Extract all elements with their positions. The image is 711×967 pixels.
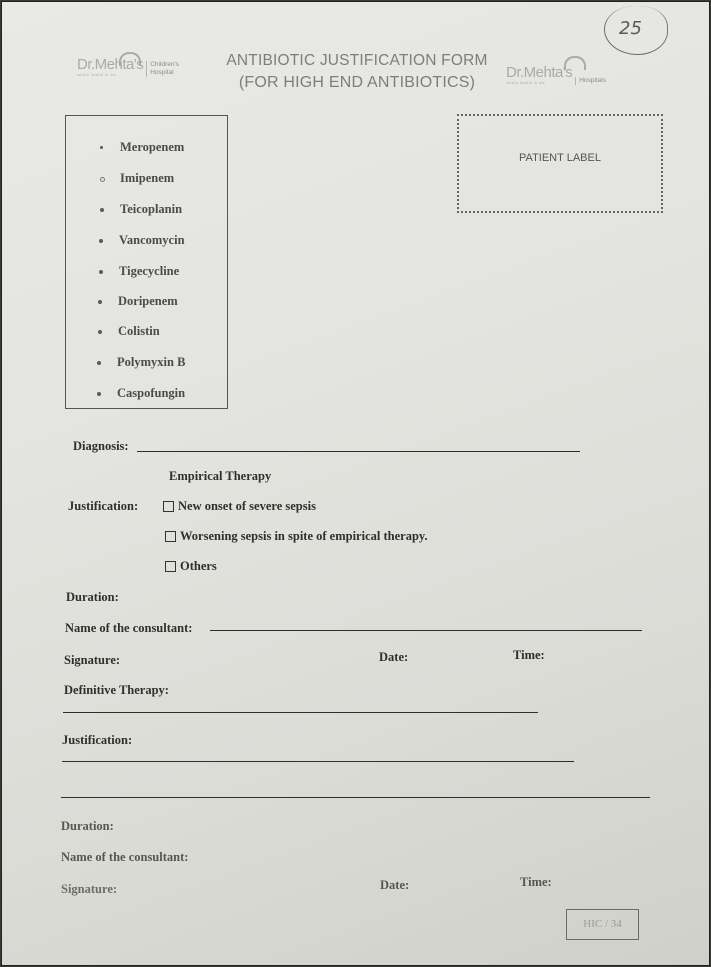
definitive-consultant-name-label: Name of the consultant:: [61, 850, 189, 864]
justification-label: Justification:: [68, 499, 139, 513]
consultant-name-label: Name of the consultant:: [65, 621, 193, 635]
time-label: Time:: [513, 648, 545, 662]
option-others: Others: [180, 559, 217, 573]
date-label: Date:: [379, 650, 409, 664]
checkbox-others[interactable]: [165, 561, 176, 572]
handwritten-page-number: 25: [604, 6, 668, 55]
list-item: Imipenem: [120, 171, 174, 186]
definitive-duration-label: Duration:: [61, 819, 114, 833]
duration-label: Duration:: [66, 590, 119, 604]
logo-subtitle: Children's Hospital: [146, 61, 179, 77]
list-item: Vancomycin: [119, 233, 185, 248]
bullet-icon: [99, 270, 103, 274]
bullet-icon: [97, 392, 101, 396]
definitive-therapy-label: Definitive Therapy:: [64, 683, 169, 697]
bullet-icon: [97, 361, 101, 365]
bullet-icon: [98, 330, 102, 334]
logo-hospitals: Dr.Mehta's where health is life Hospitals: [506, 66, 606, 85]
empirical-therapy-heading: Empirical Therapy: [169, 469, 272, 483]
bullet-icon: [98, 300, 102, 304]
definitive-justification-field[interactable]: [62, 761, 574, 762]
form-page: [1, 1, 710, 966]
definitive-time-label: Time:: [520, 875, 552, 889]
diagnosis-field[interactable]: [137, 451, 580, 452]
logo-arch-icon: [119, 52, 141, 66]
list-item: Teicoplanin: [120, 202, 182, 217]
checkbox-new-onset-sepsis[interactable]: [163, 501, 174, 512]
list-item: Tigecycline: [119, 264, 179, 279]
bullet-icon: [100, 146, 103, 149]
form-code-badge: HIC / 34: [566, 909, 639, 940]
bullet-icon: [100, 208, 104, 212]
form-title-line2: (FOR HIGH END ANTIBIOTICS): [238, 74, 476, 91]
list-item: Polymyxin B: [117, 355, 185, 370]
list-item: Doripenem: [118, 294, 178, 309]
bullet-icon: [100, 177, 105, 182]
definitive-date-label: Date:: [380, 878, 410, 892]
definitive-signature-label: Signature:: [61, 882, 118, 896]
list-item: Colistin: [118, 324, 160, 339]
form-title-line1: ANTIBIOTIC JUSTIFICATION FORM: [226, 52, 488, 69]
option-new-onset-sepsis: New onset of severe sepsis: [178, 499, 316, 513]
signature-label: Signature:: [64, 653, 121, 667]
definitive-justification-field-2[interactable]: [61, 797, 650, 798]
logo-childrens-hospital: Dr.Mehta's where health is life Children's Hospital: [77, 58, 179, 77]
list-item: Caspofungin: [117, 386, 185, 401]
antibiotic-list: [65, 115, 228, 409]
diagnosis-label: Diagnosis:: [73, 439, 129, 453]
option-worsening-sepsis: Worsening sepsis in spite of empirical therapy.: [180, 529, 428, 543]
definitive-justification-label: Justification:: [62, 733, 133, 747]
definitive-therapy-field[interactable]: [63, 712, 538, 713]
consultant-name-field[interactable]: [210, 630, 642, 631]
checkbox-worsening-sepsis[interactable]: [165, 531, 176, 542]
logo-arch-icon: [564, 56, 586, 70]
patient-label-box[interactable]: PATIENT LABEL: [457, 114, 663, 213]
list-item: Meropenem: [120, 140, 184, 155]
bullet-icon: [99, 239, 103, 243]
